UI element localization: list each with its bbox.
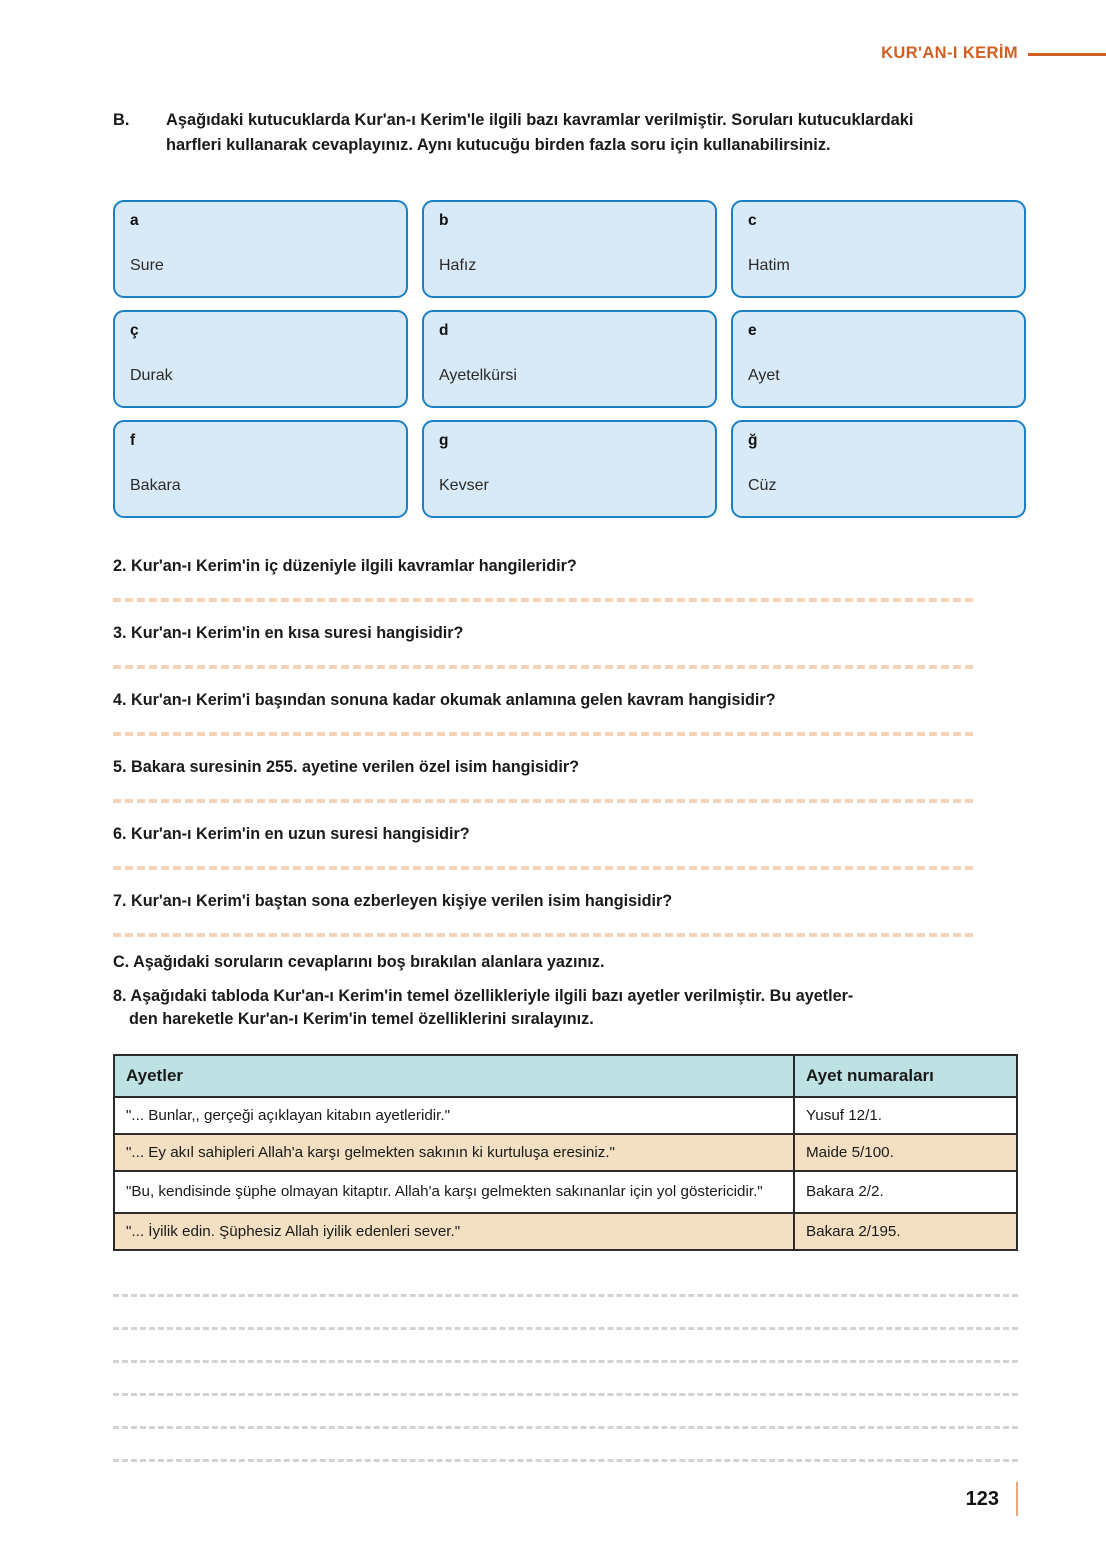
concept-box-term: Kevser xyxy=(439,477,489,494)
question-item xyxy=(113,623,973,669)
concept-box-f[interactable] xyxy=(113,420,408,518)
concept-box-letter: b xyxy=(439,212,449,229)
table-cell-ayet: "... İyilik edin. Şüphesiz Allah iyilik edenleri sever." xyxy=(114,1213,794,1250)
table-cell-ayet: "... Ey akıl sahipleri Allah'a karşı gelmekten sakının ki kurtuluşa eresiniz." xyxy=(114,1134,794,1171)
concept-box-a[interactable] xyxy=(113,200,408,298)
concept-box-term: Ayet xyxy=(748,367,780,384)
running-head-title: KUR'AN-I KERİM xyxy=(881,43,1018,62)
table-row xyxy=(114,1213,1017,1250)
answer-line[interactable] xyxy=(113,799,973,803)
answer-line[interactable] xyxy=(113,933,973,937)
concept-box-b[interactable] xyxy=(422,200,717,298)
table-header-row xyxy=(114,1055,1017,1097)
concept-box-letter: c xyxy=(748,212,757,229)
concept-box-term: Ayetelkürsi xyxy=(439,367,517,384)
concept-box-letter: ğ xyxy=(748,432,758,449)
question-item xyxy=(113,824,973,870)
question-item xyxy=(113,690,973,736)
concept-box-g[interactable] xyxy=(422,420,717,518)
question-8-line1: 8. Aşağıdaki tabloda Kur'an-ı Kerim'in temel özellikleriyle ilgili bazı ayetler verilmiştir. Bu ayetler- xyxy=(113,987,854,1005)
concept-box-letter: ç xyxy=(130,322,139,339)
question-8-line2: den hareketle Kur'an-ı Kerim'in temel özelliklerini sıralayınız. xyxy=(129,1010,594,1029)
writing-line[interactable] xyxy=(113,1294,1018,1297)
concept-box-g-breve[interactable] xyxy=(731,420,1026,518)
concept-box-letter: e xyxy=(748,322,757,339)
concept-box-term: Durak xyxy=(130,367,173,384)
concept-box-grid xyxy=(113,200,1031,518)
concept-box-c-cedilla[interactable] xyxy=(113,310,408,408)
question-text: 2. Kur'an-ı Kerim'in iç düzeniyle ilgili kavramlar hangileridir? xyxy=(113,557,577,575)
writing-line[interactable] xyxy=(113,1459,1018,1462)
writing-lines-area xyxy=(113,1294,1018,1492)
concept-box-e[interactable] xyxy=(731,310,1026,408)
running-head-rule xyxy=(1028,53,1106,56)
running-head xyxy=(0,38,1106,68)
answer-line[interactable] xyxy=(113,665,973,669)
question-item xyxy=(113,757,973,803)
concept-box-letter: g xyxy=(439,432,449,449)
table-cell-numara: Yusuf 12/1. xyxy=(794,1097,1017,1134)
concept-box-c[interactable] xyxy=(731,200,1026,298)
question-text: 7. Kur'an-ı Kerim'i baştan sona ezberleyen kişiye verilen isim hangisidir? xyxy=(113,892,673,911)
table-header-ayetler: Ayetler xyxy=(114,1055,794,1097)
writing-line[interactable] xyxy=(113,1426,1018,1429)
concept-box-letter: f xyxy=(130,432,136,449)
table-row xyxy=(114,1134,1017,1171)
question-list xyxy=(113,556,973,958)
question-text: 6. Kur'an-ı Kerim'in en uzun suresi hangisidir? xyxy=(113,825,470,844)
question-text: 4. Kur'an-ı Kerim'i başından sonuna kadar okumak anlamına gelen kavram hangisidir? xyxy=(113,691,776,710)
table-cell-numara: Bakara 2/2. xyxy=(794,1171,1017,1213)
page-number: 123 xyxy=(965,1487,999,1510)
table-row xyxy=(114,1171,1017,1213)
table-cell-numara: Bakara 2/195. xyxy=(794,1213,1017,1250)
question-text: 5. Bakara suresinin 255. ayetine verilen özel isim hangisidir? xyxy=(113,758,580,777)
concept-box-term: Hatim xyxy=(748,257,790,274)
answer-line[interactable] xyxy=(113,866,973,870)
instruction-b-text: Aşağıdaki kutucuklarda Kur'an-ı Kerim'le ilgili bazı kavramlar verilmiştir. Soruları kutucuklardaki harfleri kullanarak cevaplayınız. Aynı kutucuğu birden fazla soru için kullanabilirsiniz. xyxy=(166,111,914,154)
concept-box-d[interactable] xyxy=(422,310,717,408)
ayet-table xyxy=(113,1054,1018,1251)
table-cell-ayet: "Bu, kendisinde şüphe olmayan kitaptır. Allah'a karşı gelmekten sakınanlar için yol göstericidir." xyxy=(114,1171,794,1213)
table-header-ayet-numaralari: Ayet numaraları xyxy=(794,1055,1017,1097)
writing-line[interactable] xyxy=(113,1327,1018,1330)
answer-line[interactable] xyxy=(113,598,973,602)
concept-box-term: Cüz xyxy=(748,477,777,494)
folio xyxy=(113,1482,1018,1516)
instruction-b-marker: B. xyxy=(113,111,130,129)
table-cell-numara: Maide 5/100. xyxy=(794,1134,1017,1171)
question-8 xyxy=(113,985,1018,1032)
table-cell-ayet: "... Bunlar,, gerçeği açıklayan kitabın ayetleridir." xyxy=(114,1097,794,1134)
instruction-c: C. Aşağıdaki soruların cevaplarını boş bırakılan alanlara yazınız. xyxy=(113,953,605,971)
concept-box-term: Sure xyxy=(130,257,164,274)
writing-line[interactable] xyxy=(113,1360,1018,1363)
table-row xyxy=(114,1097,1017,1134)
instruction-b xyxy=(113,108,973,158)
concept-box-term: Bakara xyxy=(130,477,181,494)
concept-box-letter: d xyxy=(439,322,449,339)
concept-box-term: Hafız xyxy=(439,257,477,274)
concept-box-letter: a xyxy=(130,212,139,229)
question-item xyxy=(113,556,973,602)
question-item xyxy=(113,891,973,937)
writing-line[interactable] xyxy=(113,1393,1018,1396)
answer-line[interactable] xyxy=(113,732,973,736)
question-text: 3. Kur'an-ı Kerim'in en kısa suresi hangisidir? xyxy=(113,624,464,643)
folio-rule xyxy=(1016,1482,1018,1516)
